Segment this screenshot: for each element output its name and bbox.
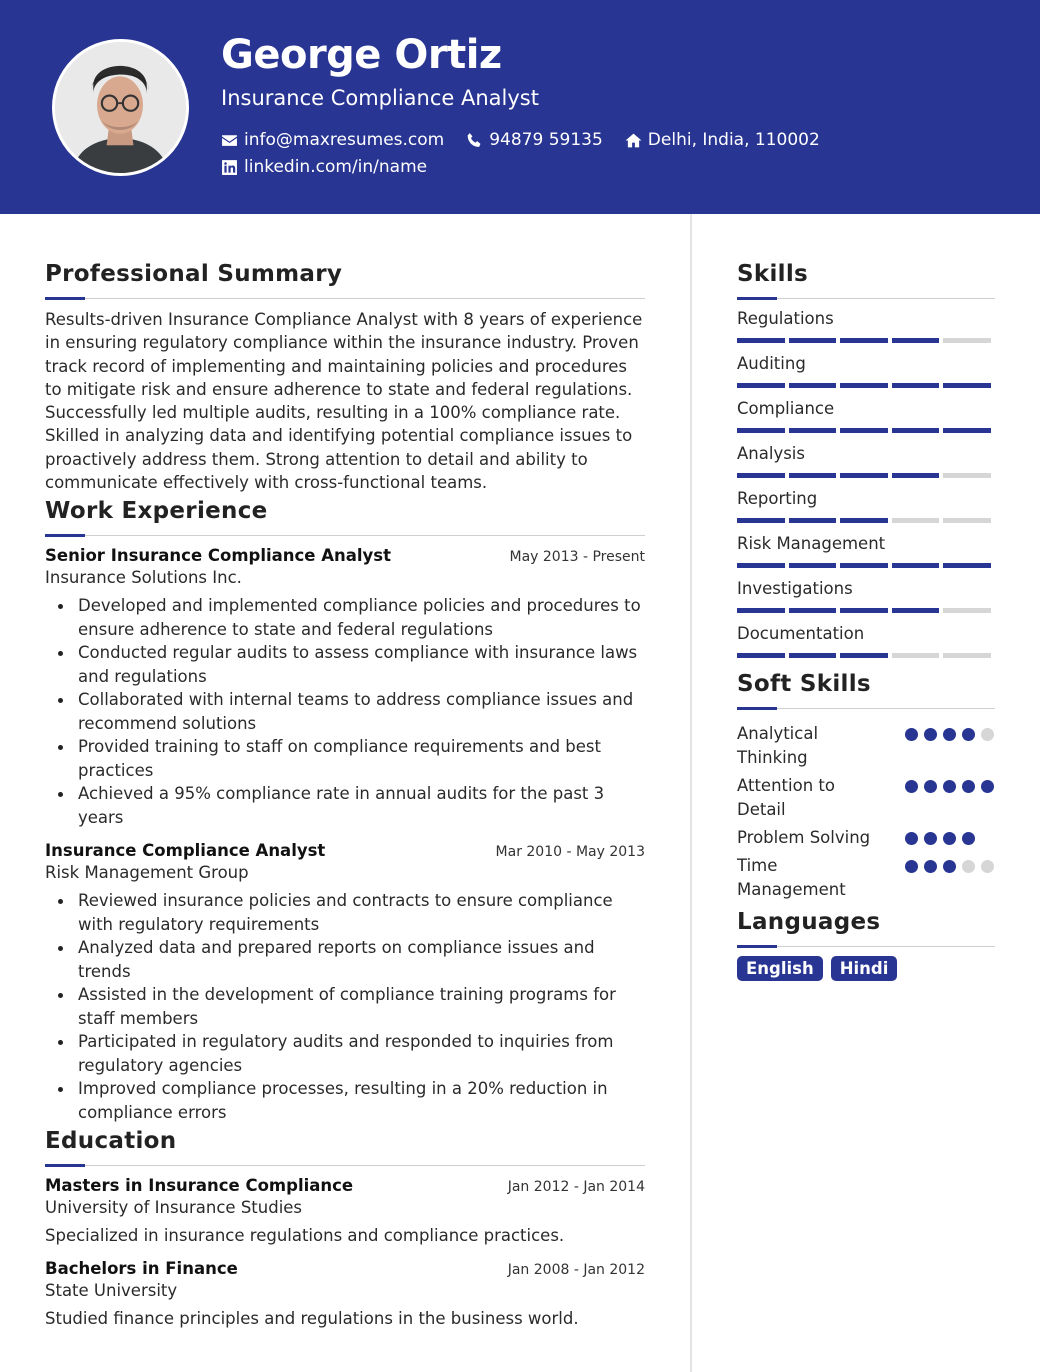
skill-level-segment bbox=[892, 608, 940, 613]
rating-dot bbox=[905, 780, 918, 793]
section-rule bbox=[45, 534, 645, 537]
candidate-title: Insurance Compliance Analyst bbox=[221, 86, 539, 110]
skill-level-bar bbox=[737, 338, 995, 343]
skill-level-bar bbox=[737, 653, 995, 658]
contact-email[interactable] bbox=[221, 130, 444, 150]
rating-dot bbox=[962, 728, 975, 741]
job-bullets bbox=[45, 889, 645, 1124]
list-item: Improved compliance processes, resulting in a 20% reduction in compliance errors bbox=[45, 1077, 645, 1124]
skill-level-segment bbox=[943, 563, 991, 568]
skill-level-bar bbox=[737, 518, 995, 523]
soft-skill-item bbox=[737, 854, 995, 902]
skill-level-segment bbox=[943, 428, 991, 433]
experience-heading: Work Experience bbox=[45, 498, 268, 525]
rating-dot bbox=[905, 728, 918, 741]
soft-skill-name: Problem Solving bbox=[737, 828, 871, 847]
degree-title: Bachelors in Finance bbox=[45, 1259, 238, 1279]
skill-level-bar bbox=[737, 428, 995, 433]
section-rule bbox=[737, 297, 995, 300]
skill-item bbox=[737, 443, 995, 478]
soft-skill-name: Attention to Detail bbox=[737, 776, 835, 819]
skill-level-segment bbox=[789, 473, 837, 478]
skill-level-segment bbox=[789, 563, 837, 568]
home-icon bbox=[625, 132, 642, 149]
sidebar-column bbox=[737, 258, 995, 981]
education-date: Jan 2012 - Jan 2014 bbox=[507, 1179, 645, 1196]
contact-phone[interactable] bbox=[466, 130, 603, 150]
skill-name: Investigations bbox=[737, 579, 853, 598]
skills-list bbox=[737, 308, 995, 658]
rating-dot bbox=[962, 860, 975, 873]
skill-name: Risk Management bbox=[737, 534, 886, 553]
skill-item bbox=[737, 623, 995, 658]
skill-name: Documentation bbox=[737, 624, 865, 643]
school-name: University of Insurance Studies bbox=[45, 1198, 303, 1218]
candidate-name: George Ortiz bbox=[221, 32, 502, 78]
envelope-icon bbox=[221, 132, 238, 149]
soft-skill-item bbox=[737, 722, 995, 770]
education-description: Studied finance principles and regulations in the business world. bbox=[45, 1309, 579, 1329]
skill-level-segment bbox=[840, 338, 888, 343]
column-divider bbox=[690, 214, 692, 1372]
contact-row-2 bbox=[221, 157, 427, 177]
skill-level-segment bbox=[789, 428, 837, 433]
list-item: Assisted in the development of compliance training programs for staff members bbox=[45, 983, 645, 1030]
section-rule bbox=[45, 297, 645, 300]
skill-level-bar bbox=[737, 608, 995, 613]
soft-skill-rating bbox=[905, 774, 995, 822]
list-item: Collaborated with internal teams to address compliance issues and recommend solutions bbox=[45, 688, 645, 735]
rating-dot bbox=[981, 728, 994, 741]
skill-level-bar bbox=[737, 563, 995, 568]
skill-level-segment bbox=[840, 473, 888, 478]
rating-dot bbox=[924, 780, 937, 793]
rating-dot bbox=[943, 728, 956, 741]
skill-name: Compliance bbox=[737, 399, 835, 418]
languages-list bbox=[737, 956, 995, 981]
list-item: Reviewed insurance policies and contracts to ensure compliance with regulatory requirements bbox=[45, 889, 645, 936]
skill-level-segment bbox=[840, 383, 888, 388]
soft-skill-item bbox=[737, 826, 995, 850]
rating-dot bbox=[905, 832, 918, 845]
soft-skill-name: Time Management bbox=[737, 856, 846, 899]
contact-location bbox=[625, 130, 820, 150]
list-item: Achieved a 95% compliance rate in annual audits for the past 3 years bbox=[45, 782, 645, 829]
summary-text: Results-driven Insurance Compliance Analyst with 8 years of experience in ensuring regulatory compliance within the insurance industry. Proven track record of implementing and maintaining policies and procedures to mitigate risk and ensure adherence to state and federal regulations. Successfully led multiple audits, resulting in a 100% compliance rate. Skilled in analyzing data and identifying potential compliance issues to proactively address them. Strong attention to detail and ability to communicate effectively with cross-functional teams. bbox=[45, 310, 643, 493]
education-description: Specialized in insurance regulations and compliance practices. bbox=[45, 1226, 565, 1246]
skill-level-segment bbox=[840, 608, 888, 613]
school-name: State University bbox=[45, 1281, 178, 1301]
skill-name: Auditing bbox=[737, 354, 806, 373]
phone-icon bbox=[466, 132, 483, 149]
person-portrait-icon bbox=[55, 42, 186, 173]
skill-level-segment bbox=[943, 473, 991, 478]
skill-level-segment bbox=[840, 518, 888, 523]
rating-dot bbox=[924, 728, 937, 741]
skill-level-segment bbox=[840, 563, 888, 568]
section-rule bbox=[45, 1164, 645, 1167]
rating-dot bbox=[981, 780, 994, 793]
skill-level-segment bbox=[943, 338, 991, 343]
skill-level-segment bbox=[737, 383, 785, 388]
skill-level-segment bbox=[737, 563, 785, 568]
skill-item bbox=[737, 488, 995, 523]
skill-level-segment bbox=[892, 563, 940, 568]
soft-skill-rating bbox=[905, 722, 995, 770]
language-badge: English bbox=[737, 956, 823, 981]
location-text: Delhi, India, 110002 bbox=[647, 130, 820, 150]
skill-item bbox=[737, 398, 995, 433]
skill-name: Reporting bbox=[737, 489, 818, 508]
rating-dot bbox=[905, 860, 918, 873]
section-rule bbox=[737, 707, 995, 710]
job-date: Mar 2010 - May 2013 bbox=[495, 844, 645, 861]
job-bullets bbox=[45, 594, 645, 829]
rating-dot bbox=[943, 832, 956, 845]
soft-skills-heading: Soft Skills bbox=[737, 671, 871, 697]
skill-level-segment bbox=[840, 428, 888, 433]
degree-title: Masters in Insurance Compliance bbox=[45, 1176, 354, 1196]
languages-heading: Languages bbox=[737, 909, 881, 935]
skill-level-segment bbox=[737, 473, 785, 478]
job-org: Risk Management Group bbox=[45, 863, 249, 883]
soft-skills-list bbox=[737, 722, 995, 902]
job-entry bbox=[45, 841, 645, 1124]
education-entry bbox=[45, 1259, 645, 1328]
skill-level-segment bbox=[789, 338, 837, 343]
linkedin-text: linkedin.com/in/name bbox=[244, 157, 428, 177]
job-org: Insurance Solutions Inc. bbox=[45, 568, 242, 588]
rating-dot bbox=[962, 832, 975, 845]
contact-linkedin[interactable] bbox=[221, 157, 427, 177]
skill-level-bar bbox=[737, 473, 995, 478]
skill-level-segment bbox=[943, 608, 991, 613]
list-item: Provided training to staff on compliance requirements and best practices bbox=[45, 735, 645, 782]
skill-item bbox=[737, 308, 995, 343]
resume-header bbox=[0, 0, 1040, 214]
skill-level-segment bbox=[737, 428, 785, 433]
job-entry bbox=[45, 546, 645, 829]
skill-level-segment bbox=[737, 518, 785, 523]
list-item: Analyzed data and prepared reports on compliance issues and trends bbox=[45, 936, 645, 983]
skill-level-segment bbox=[789, 518, 837, 523]
skill-level-segment bbox=[789, 383, 837, 388]
job-title: Senior Insurance Compliance Analyst bbox=[45, 546, 392, 566]
rating-dot bbox=[924, 860, 937, 873]
profile-photo bbox=[52, 39, 189, 176]
skill-level-segment bbox=[892, 518, 940, 523]
section-rule bbox=[737, 945, 995, 948]
rating-dot bbox=[943, 780, 956, 793]
list-item: Conducted regular audits to assess compliance with insurance laws and regulations bbox=[45, 641, 645, 688]
education-date: Jan 2008 - Jan 2012 bbox=[507, 1262, 645, 1279]
skill-level-bar bbox=[737, 383, 995, 388]
linkedin-icon bbox=[221, 159, 238, 176]
skill-name: Regulations bbox=[737, 309, 834, 328]
soft-skill-rating bbox=[905, 826, 995, 850]
education-entry bbox=[45, 1176, 645, 1245]
rating-dot bbox=[924, 832, 937, 845]
soft-skill-item bbox=[737, 774, 995, 822]
contact-row bbox=[221, 130, 820, 150]
skill-level-segment bbox=[943, 653, 991, 658]
skill-level-segment bbox=[943, 518, 991, 523]
email-text: info@maxresumes.com bbox=[244, 130, 445, 150]
skill-level-segment bbox=[892, 428, 940, 433]
soft-skill-name: Analytical Thinking bbox=[737, 724, 819, 767]
skill-item bbox=[737, 353, 995, 388]
skill-level-segment bbox=[892, 338, 940, 343]
skills-heading: Skills bbox=[737, 261, 809, 287]
skill-level-segment bbox=[737, 608, 785, 613]
job-title: Insurance Compliance Analyst bbox=[45, 841, 326, 861]
job-date: May 2013 - Present bbox=[509, 549, 645, 566]
skill-level-segment bbox=[892, 383, 940, 388]
skill-level-segment bbox=[892, 653, 940, 658]
phone-text: 94879 59135 bbox=[489, 130, 603, 150]
main-column bbox=[45, 258, 645, 1328]
rating-dot bbox=[981, 860, 994, 873]
rating-dot bbox=[943, 860, 956, 873]
language-badge: Hindi bbox=[831, 956, 898, 981]
soft-skill-rating bbox=[905, 854, 995, 902]
education-heading: Education bbox=[45, 1128, 177, 1155]
list-item: Participated in regulatory audits and responded to inquiries from regulatory agencies bbox=[45, 1030, 645, 1077]
skill-item bbox=[737, 578, 995, 613]
skill-name: Analysis bbox=[737, 444, 805, 463]
skill-level-segment bbox=[892, 473, 940, 478]
skill-item bbox=[737, 533, 995, 568]
skill-level-segment bbox=[789, 608, 837, 613]
skill-level-segment bbox=[840, 653, 888, 658]
skill-level-segment bbox=[943, 383, 991, 388]
summary-heading: Professional Summary bbox=[45, 261, 343, 287]
skill-level-segment bbox=[789, 653, 837, 658]
rating-dot bbox=[962, 780, 975, 793]
skill-level-segment bbox=[737, 653, 785, 658]
skill-level-segment bbox=[737, 338, 785, 343]
list-item: Developed and implemented compliance policies and procedures to ensure adherence to state and federal regulations bbox=[45, 594, 645, 641]
